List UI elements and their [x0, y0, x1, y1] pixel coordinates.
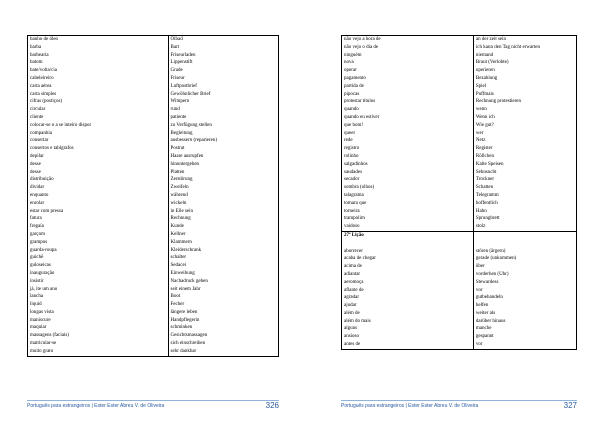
german-term: Rechnung protestieren [475, 99, 522, 105]
german-term: ausbessern (reparieren) [170, 138, 218, 144]
portuguese-term: acaba de chegar [344, 256, 376, 262]
german-term: gerade (unkommen) [475, 256, 517, 262]
portuguese-term: adiantar [344, 271, 361, 277]
footer-rule [27, 400, 279, 401]
vocab-table-right [341, 35, 577, 350]
portuguese-term: queer [344, 130, 356, 136]
portuguese-term: secador [344, 177, 360, 183]
portuguese-term: aflante de [344, 287, 364, 293]
german-term: wickeln [170, 200, 187, 206]
portuguese-term: longas vista [30, 309, 54, 315]
german-term: Sedacei [170, 263, 187, 269]
portuguese-term: inauguração [30, 270, 55, 276]
portuguese-term: maquiar [30, 325, 47, 331]
portuguese-term: massagens (faciais) [30, 333, 70, 339]
portuguese-term: vaidoso [344, 224, 360, 230]
german-term: in Eile sein [170, 208, 194, 214]
portuguese-term: rede [344, 138, 353, 144]
portuguese-term: desse [30, 169, 41, 175]
footer-right [341, 400, 577, 412]
german-term: gespannt [475, 334, 494, 340]
portuguese-term: grampos [30, 239, 48, 245]
portuguese-term: liquid [30, 302, 42, 308]
portuguese-term: consertos e tablgrafos [30, 146, 74, 152]
portuguese-term: desse [30, 161, 41, 167]
german-term: Luftpostbrief [170, 83, 197, 89]
german-term: Klammern [170, 239, 192, 245]
page-number: 326 [265, 401, 279, 410]
german-term: Friseur [170, 75, 185, 81]
portuguese-term: enquanto [30, 192, 49, 198]
right-page [300, 0, 600, 424]
portuguese-term: agradar [344, 295, 359, 301]
german-term: Sprungbrett [475, 216, 500, 222]
portuguese-term: carta simples [30, 91, 57, 97]
portuguese-term: aeromoça [344, 279, 364, 285]
german-term: manche [475, 326, 492, 332]
german-term: Sehnsucht [475, 169, 497, 175]
portuguese-term: estar com pressa [30, 208, 64, 214]
german-term: Gewöhnlicher Brief [170, 91, 211, 97]
portuguese-term: quando eu estiver [344, 114, 380, 120]
german-term: Register [475, 146, 493, 152]
german-term: Netz [475, 138, 486, 144]
portuguese-term: quando [344, 107, 359, 113]
german-term: niemand [475, 52, 494, 58]
german-term: Haare ausrupfen [170, 153, 204, 159]
portuguese-term: bate/volta/cia [30, 68, 57, 74]
portuguese-term: enrolar [30, 200, 45, 206]
german-term: Fecher [170, 302, 185, 308]
portuguese-column [342, 36, 474, 232]
german-term: Trockner [475, 177, 495, 183]
portuguese-term: carta aérea [30, 83, 52, 89]
german-term: rund [170, 107, 180, 113]
german-term: wenn [475, 107, 487, 113]
german-term: Puffmais [475, 91, 494, 97]
portuguese-term: salgadinhos [344, 161, 368, 167]
german-term: Kalte Speisen [475, 161, 504, 167]
portuguese-term: matricular-se [30, 341, 57, 347]
german-term: weiter als [475, 310, 496, 316]
german-term: Boot [170, 294, 181, 300]
portuguese-term: maniscure [30, 317, 51, 323]
german-term: stolz [475, 224, 486, 230]
german-term: Rechnung [170, 216, 191, 222]
german-term: vor [475, 287, 483, 293]
portuguese-term: distribuição [30, 177, 54, 183]
german-term: Braut (Verlobte) [475, 60, 509, 66]
german-term: hinuntergehen [170, 161, 200, 167]
german-term: vorderhen (Uhr) [475, 271, 509, 277]
german-term: über [475, 264, 485, 270]
portuguese-term: pipocas [344, 91, 360, 97]
portuguese-term: além do mais [344, 318, 371, 324]
german-term: Gesichtsmassagen [170, 333, 208, 339]
portuguese-term: registro [344, 146, 360, 152]
german-term: Spiel [475, 83, 487, 89]
german-term: Kunde [170, 224, 184, 230]
portuguese-term: operar [344, 68, 357, 74]
german-term: während [170, 192, 188, 198]
german-term: Ölbad [170, 37, 183, 42]
german-term: helfen [475, 303, 489, 309]
german-term: Schatten [475, 185, 494, 191]
portuguese-term: ansioso [344, 334, 359, 340]
german-term: stören (ärgern) [475, 248, 506, 254]
german-term: Zweifeln [170, 185, 189, 191]
portuguese-term: companhia [30, 130, 52, 136]
spacer [476, 232, 574, 240]
german-term: sich einschreiben [170, 341, 206, 347]
portuguese-term: cabeleireiro [30, 75, 54, 81]
portuguese-term: batom [30, 60, 43, 66]
footer-text: Português para estrangeiros | Ester Ester Abreu V. de Oliveira [27, 403, 165, 409]
german-term: Kleiderschrank [170, 247, 202, 253]
spacer [476, 240, 574, 248]
german-term: an der zeit sein [475, 37, 507, 42]
german-term: Zerstörung [170, 177, 193, 183]
portuguese-term: tomara que [344, 200, 367, 206]
portuguese-term: pagamento [344, 75, 366, 81]
german-term: Friseurladen [170, 52, 196, 58]
german-term: Nachadruck geben [170, 278, 208, 284]
german-term: Hahn [475, 208, 487, 214]
portuguese-term: sombra (olhos) [344, 185, 375, 191]
german-term: sehr dankbar [170, 348, 197, 354]
portuguese-term: partida de [344, 83, 364, 89]
lesson-german-column [473, 231, 576, 349]
portuguese-term: rolinho [344, 153, 359, 159]
portuguese-term: não vejo o dia de [344, 44, 379, 50]
german-term: Wie gut? [475, 122, 494, 128]
portuguese-term: guichê [30, 255, 44, 261]
german-term: operieren [475, 68, 495, 74]
portuguese-term: antes de [344, 342, 361, 348]
portuguese-term: colocar-se o a se inteiro dispor [30, 122, 92, 128]
portuguese-term: protestar títulos [344, 99, 376, 105]
portuguese-term: ninguém [344, 52, 362, 58]
german-term: Bart [170, 44, 180, 50]
german-term: Einweihung [170, 270, 195, 276]
portuguese-term: aborrecer [344, 248, 363, 254]
portuguese-term: que bom! [344, 122, 364, 128]
german-term: patiente [170, 114, 187, 120]
german-term: Stewardess [475, 279, 499, 285]
portuguese-term: consertar [30, 138, 49, 144]
portuguese-term: circular [30, 107, 46, 113]
german-term: darüber hinaus [475, 318, 506, 324]
portuguese-term: barba [30, 44, 42, 50]
german-term: Wimpern [170, 99, 190, 105]
german-column [168, 36, 278, 357]
portuguese-term: cifras (postiços) [30, 99, 63, 105]
portuguese-term: trampolim [344, 216, 365, 222]
german-term: Telegramm [475, 192, 499, 198]
lesson-title: 27ª Lição [344, 232, 364, 238]
portuguese-term: torneira [344, 208, 360, 214]
portuguese-term: nova [344, 60, 354, 66]
vocab-table-left [27, 35, 279, 357]
portuguese-term: além de [344, 310, 360, 316]
german-term: hoffentlich [475, 200, 498, 206]
german-term: Handpflegerin [170, 317, 200, 323]
portuguese-term: dividar [30, 185, 45, 191]
german-term: vor [475, 342, 483, 348]
portuguese-term: fatura [30, 216, 42, 222]
portuguese-term: fregaía [30, 224, 44, 230]
spacer [344, 240, 471, 248]
portuguese-term: acima de [344, 264, 362, 270]
footer-text: Português para estrangeiros | Ester Ester Abreu V. de Oliveira [341, 403, 479, 409]
german-term: Röllchen [475, 153, 494, 159]
portuguese-term: depilar [30, 153, 44, 159]
german-term: Lippenstift [170, 60, 193, 66]
portuguese-term: talagrama [344, 192, 364, 198]
portuguese-term: cliente [30, 114, 44, 120]
german-term: ich kann den Tag nicht erwarten [475, 44, 541, 50]
lesson-portuguese-column [342, 231, 474, 349]
portuguese-term: insistir [30, 278, 44, 284]
german-term: schminken [170, 325, 193, 331]
german-term: wer [475, 130, 484, 136]
german-term: Bezahlung [475, 75, 498, 81]
portuguese-column [28, 36, 169, 357]
german-term: gutbehandeln [475, 295, 503, 301]
portuguese-term: não vejo a hora de [344, 37, 381, 42]
portuguese-term: já, ite um ano [30, 286, 58, 292]
footer-rule [341, 400, 577, 401]
german-term: Postrat [170, 146, 185, 152]
portuguese-term: saudades [344, 169, 363, 175]
portuguese-term: garçom [30, 231, 45, 237]
page-number: 327 [563, 401, 577, 410]
german-column [473, 36, 576, 232]
german-term: Grade [170, 68, 183, 74]
german-term: Platten [170, 169, 185, 175]
portuguese-term: alguns [344, 326, 358, 332]
portuguese-term: guloseicas [30, 263, 51, 269]
german-term: Begleitung [170, 130, 193, 136]
german-term: Wenn ich [475, 114, 495, 120]
portuguese-term: guarda-roupa [30, 247, 57, 253]
german-term: seit einem Jahr [170, 286, 201, 292]
german-term: Kellner [170, 231, 186, 237]
footer-left [27, 400, 279, 412]
german-term: zu Verfügung stellen [170, 122, 212, 128]
portuguese-term: banho de óleo [30, 37, 59, 42]
german-term: längere leben [170, 309, 198, 315]
portuguese-term: lancha [30, 294, 44, 300]
portuguese-term: barbearia [30, 52, 49, 58]
portuguese-term: ajudar [344, 303, 357, 309]
portuguese-term: muito grato [30, 348, 54, 354]
german-term: schalter [170, 255, 187, 261]
